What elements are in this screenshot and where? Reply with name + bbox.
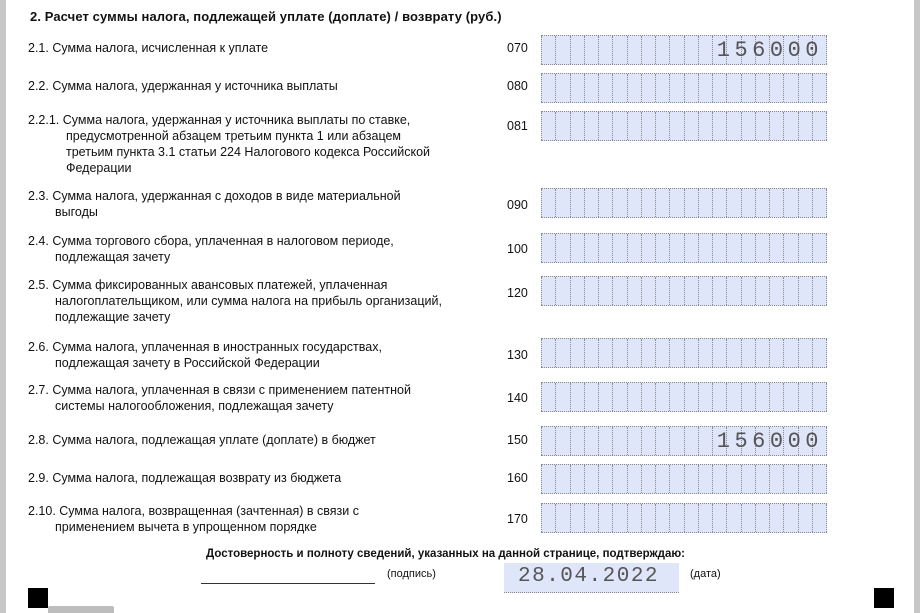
row-code-160: 160 [507, 471, 528, 485]
amount-field-100[interactable] [541, 233, 827, 263]
row-code-120: 120 [507, 286, 528, 300]
signature-line[interactable] [201, 583, 375, 584]
row-code-090: 090 [507, 198, 528, 212]
amount-field-150[interactable] [541, 426, 827, 456]
amount-field-120[interactable] [541, 276, 827, 306]
amount-field-090[interactable] [541, 188, 827, 218]
amount-field-170[interactable] [541, 503, 827, 533]
row-label-140: 2.7. Сумма налога, уплаченная в связи с применением патентной системы налогообложения, подлежащая зачету [28, 383, 411, 413]
row-label-130: 2.6. Сумма налога, уплаченная в иностранных государствах, подлежащая зачету в Российской Федерации [28, 340, 382, 370]
date-field[interactable] [504, 563, 679, 593]
row-code-150: 150 [507, 433, 528, 447]
confirmation-statement: Достоверность и полноту сведений, указанных на данной странице, подтверждаю: [206, 548, 686, 560]
row-label-160: 2.9. Сумма налога, подлежащая возврату из бюджета [28, 471, 342, 485]
row-label-100: 2.4. Сумма торгового сбора, уплаченная в налоговом периоде, подлежащая зачету [28, 234, 394, 264]
amount-field-130[interactable] [541, 338, 827, 368]
row-code-080: 080 [507, 79, 528, 93]
row-label-070: 2.1. Сумма налога, исчисленная к уплате [28, 41, 269, 55]
page-right-edge [914, 0, 920, 613]
amount-field-070[interactable] [541, 35, 827, 65]
signature-caption: (подпись) [387, 568, 436, 580]
amount-value-070: 156000 [716, 38, 823, 63]
alignment-marker-left [28, 588, 48, 608]
row-label-170: 2.10. Сумма налога, возвращенная (зачтенная) в связи с применением вычета в упрощенном порядке [28, 504, 359, 534]
date-caption: (дата) [690, 568, 721, 580]
row-code-170: 170 [507, 512, 528, 526]
row-code-130: 130 [507, 348, 528, 362]
row-label-081: 2.2.1. Сумма налога, удержанная у источника выплаты по ставке, предусмотренной абзацем третьим пункта 1 или абзацем третьим пункта 3.1 статьи 224 Налогового кодекса Российской Федерации [28, 113, 431, 175]
section-title: 2. Расчет суммы налога, подлежащей уплате (доплате) / возврату (руб.) [30, 9, 502, 24]
scroll-tab[interactable] [48, 606, 114, 613]
row-code-081: 081 [507, 119, 528, 133]
amount-value-150: 156000 [716, 429, 823, 454]
page-left-edge [0, 0, 6, 613]
row-code-140: 140 [507, 391, 528, 405]
amount-field-140[interactable] [541, 382, 827, 412]
amount-field-081[interactable] [541, 111, 827, 141]
amount-field-080[interactable] [541, 73, 827, 103]
row-label-120: 2.5. Сумма фиксированных авансовых платежей, уплаченная налогоплательщиком, или сумма налога на прибыль организаций, подлежащие зачету [28, 278, 442, 324]
amount-field-160[interactable] [541, 464, 827, 494]
alignment-marker-right [874, 588, 894, 608]
row-label-150: 2.8. Сумма налога, подлежащая уплате (доплате) в бюджет [28, 433, 376, 447]
row-code-100: 100 [507, 242, 528, 256]
row-label-090: 2.3. Сумма налога, удержанная с доходов в виде материальной выгоды [28, 189, 401, 219]
row-label-080: 2.2. Сумма налога, удержанная у источника выплаты [28, 79, 338, 93]
row-code-070: 070 [507, 41, 528, 55]
date-value: 28.04.2022 [518, 565, 660, 588]
